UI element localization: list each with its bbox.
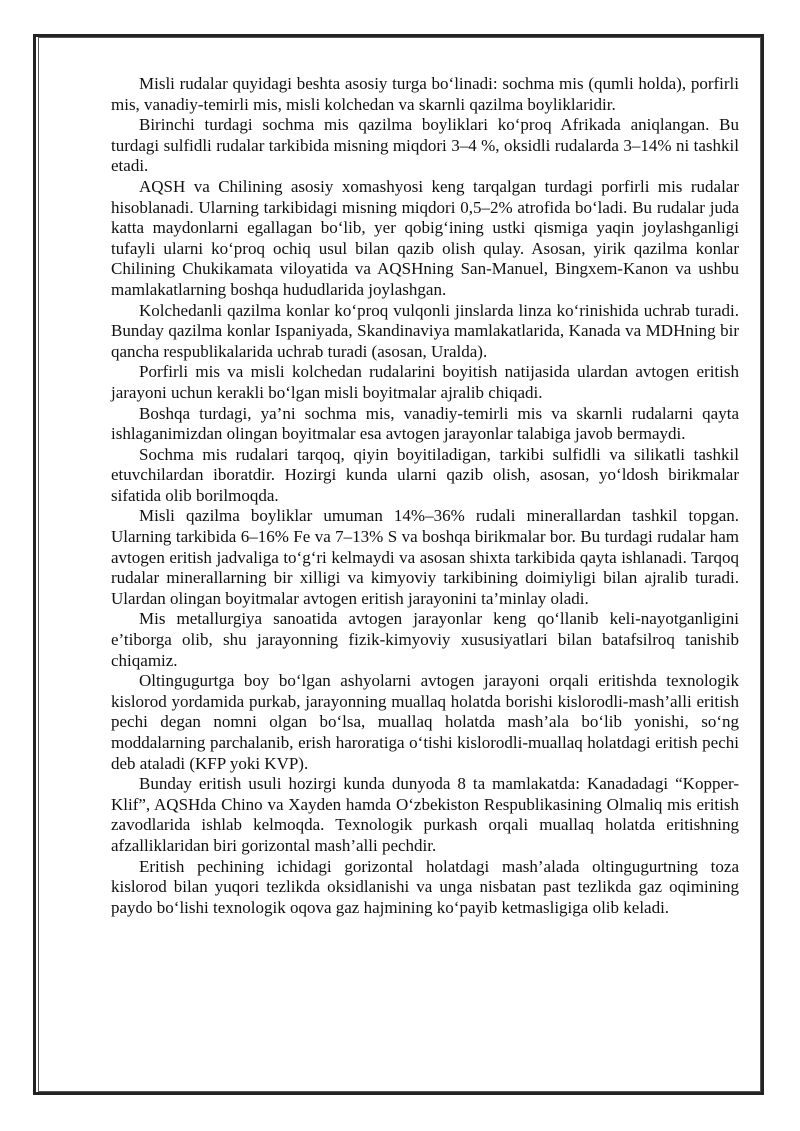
- paragraph: Porfirli mis va misli kolchedan rudalarini boyitish natijasida ulardan avtogen eritish jarayoni uchun kerakli boʻlgan misli boyitmalar ajralib chiqadi.: [111, 362, 739, 402]
- paragraph: AQSH va Chilining asosiy xomashyosi keng tarqalgan turdagi porfirli mis rudalar hisoblanadi. Ularning tarkibidagi misning miqdori 0,5–2% atrofida boʻladi. Bu rudalar juda katta maydonlarni egallagan boʻlib, yer qobigʻining ustki qismiga yaqin joylashganligi tufayli ularni koʻproq ochiq usul bilan qazib olish qulay. Asosan, yirik qazilma konlar Chilining Chukikamata viloyatida va AQSHning San-Manuel, Bingxem-Kanon va ushbu mamlakatlarning boshqa hududlarida joylashgan.: [111, 176, 739, 299]
- paragraph: Birinchi turdagi sochma mis qazilma boyliklari koʻproq Afrikada aniqlangan. Bu turdagi sulfidli rudalar tarkibida misning miqdori 3–4 %, oksidli rudalarda 3–14% ni tashkil etadi.: [111, 115, 739, 176]
- paragraph: Oltingugurtga boy boʻlgan ashyolarni avtogen jarayoni orqali eritishda texnologik kislorod yordamida purkab, jarayonning muallaq holatda borishi kislorodli-mash’alli eritish pechi degan nomni olgan boʻlsa, muallaq holatda mash’ala boʻlib yonishi, soʻng moddalarning parchalanib, erish haroratiga oʻtishi kislorodli-muallaq holatdagi eritish pechi deb ataladi (KFP yoki KVP).: [111, 671, 739, 773]
- document-body: [111, 74, 739, 918]
- paragraph: Mis metallurgiya sanoatida avtogen jarayonlar keng qoʻllanib keli-nayotganligini e’tiborga olib, shu jarayonning fizik-kimyoviy xususiyatlari bilan batafsilroq tanishib chiqamiz.: [111, 609, 739, 670]
- paragraph: Boshqa turdagi, ya’ni sochma mis, vanadiy-temirli mis va skarnli rudalarni qayta ishlaganimizdan olingan boyitmalar esa avtogen jarayonlar talabiga javob bermaydi.: [111, 403, 739, 444]
- paragraph: Misli rudalar quyidagi beshta asosiy turga boʻlinadi: sochma mis (qumli holda), porfirli mis, vanadiy-temirli mis, misli kolchedan va skarnli qazilma boyliklaridir.: [111, 74, 739, 114]
- paragraph: Kolchedanli qazilma konlar koʻproq vulqonli jinslarda linza koʻrinishida uchrab turadi. Bunday qazilma konlar Ispaniyada, Skandinaviya mamlakatlarida, Kanada va MDHning bir qancha respublikalarida uchrab turadi (asosan, Uralda).: [111, 300, 739, 361]
- paragraph: Sochma mis rudalari tarqoq, qiyin boyitiladigan, tarkibi sulfidli va silikatli tashkil etuvchilardan iboratdir. Hozirgi kunda ularni qazib olish, asosan, yoʻldosh birikmalar sifatida olib borilmoqda.: [111, 444, 739, 505]
- paragraph: Bunday eritish usuli hozirgi kunda dunyoda 8 ta mamlakatda: Kanadadagi “Kopper-Klif”, AQSHda Chino va Xayden hamda Oʻzbekiston Respublikasining Olmaliq mis eritish zavodlarida ishlab kelmoqda. Texnologik purkash orqali muallaq holatda eritishning afzalliklaridan biri gorizontal mash’alli pechdir.: [111, 774, 739, 855]
- paragraph: Eritish pechining ichidagi gorizontal holatdagi mash’alada oltingugurtning toza kislorod bilan yuqori tezlikda oksidlanishi va unga nisbatan past tezlikda gaz oqimining paydo boʻlishi texnologik oqova gaz hajmining koʻpayib ketmasligiga olib keladi.: [111, 856, 739, 917]
- paragraph: Misli qazilma boyliklar umuman 14%–36% rudali minerallardan tashkil topgan. Ularning tarkibida 6–16% Fe va 7–13% S va boshqa birikmalar bor. Bu turdagi rudalar ham avtogen eritish jadvaliga toʻgʻri kelmaydi va asosan shixta tarkibida qayta ishlanadi. Tarqoq rudalar minerallarning bir xilligi va kimyoviy tarkibining doimiyligi bilan ajralib turadi. Ulardan olingan boyitmalar avtogen eritish jarayonini ta’minlay oladi.: [111, 506, 739, 608]
